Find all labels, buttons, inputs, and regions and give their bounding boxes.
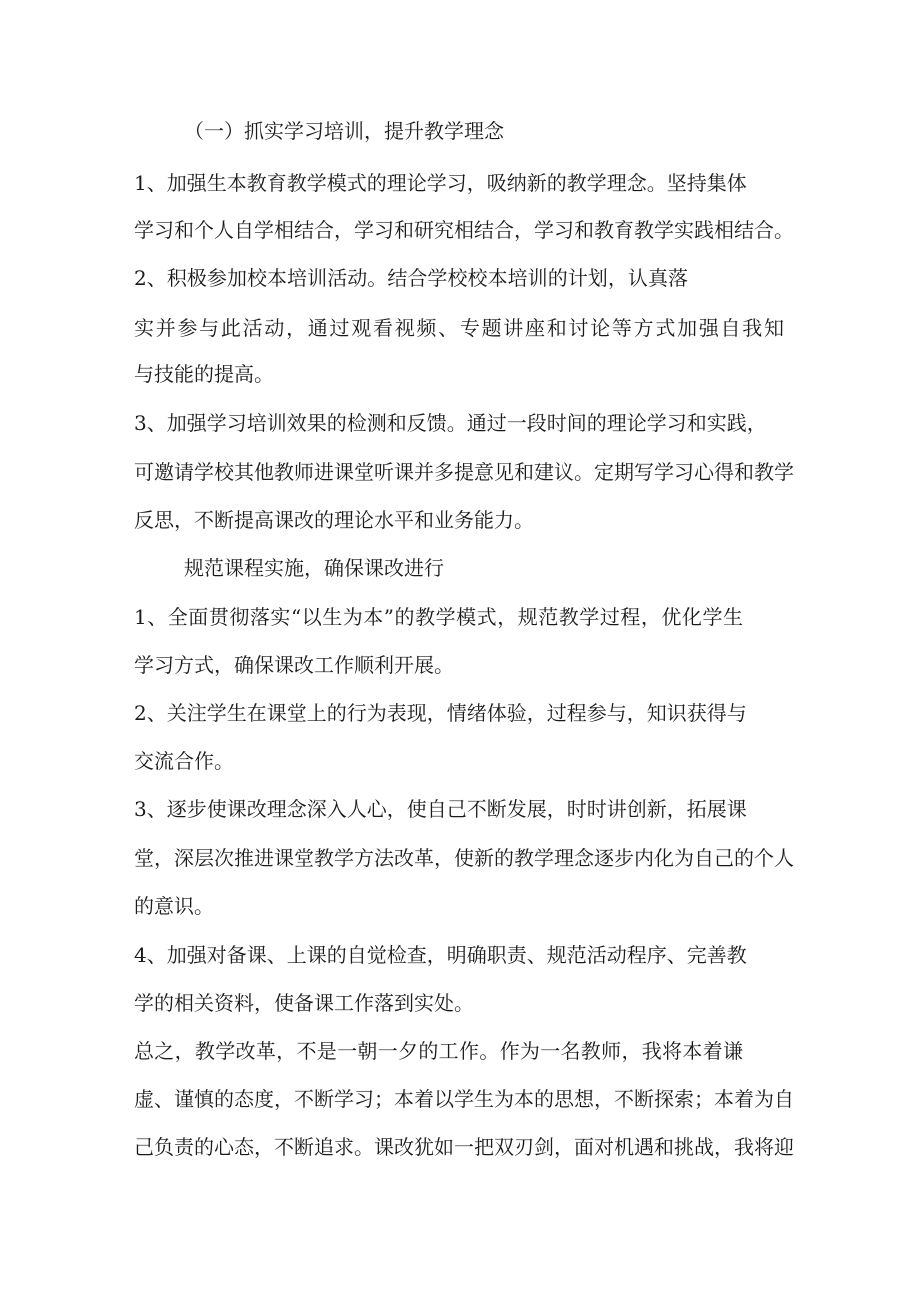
paragraph-line: 可邀请学校其他教师进课堂听课并多提意见和建议。定期写学习心得和教学 xyxy=(134,460,794,484)
paragraph-line: 2、关注学生在课堂上的行为表现，情绪体验，过程参与，知识获得与 xyxy=(134,701,747,725)
paragraph-line: 虚、谨慎的态度，不断学习；本着以学生为本的思想，不断探索；本着为自 xyxy=(134,1087,794,1111)
paragraph-line: 学习方式，确保课改工作顺利开展。 xyxy=(134,653,454,677)
paragraph-line: 总之，教学改革，不是一朝一夕的工作。作为一名教师，我将本着谦 xyxy=(134,1039,743,1063)
paragraph-line: 实并参与此活动，通过观看视频、专题讲座和讨论等方式加强自我知 xyxy=(134,316,784,340)
paragraph-line: 与技能的提高。 xyxy=(134,362,274,386)
section-heading: 规范课程实施，确保课改进行 xyxy=(184,556,444,580)
paragraph-line: 4、加强对备课、上课的自觉检查，明确职责、规范活动程序、完善教 xyxy=(134,943,747,967)
section-heading: （一）抓实学习培训，提升教学理念 xyxy=(184,119,504,143)
paragraph-line: 学的相关资料，使备课工作落到实处。 xyxy=(134,991,474,1015)
paragraph-line: 2、积极参加校本培训活动。结合学校校本培训的计划，认真落 xyxy=(134,266,688,290)
paragraph-line: 的意识。 xyxy=(134,894,214,918)
paragraph-line: 堂，深层次推进课堂教学方法改革，使新的教学理念逐步内化为自己的个人 xyxy=(134,846,794,870)
paragraph-line: 反思，不断提高课改的理论水平和业务能力。 xyxy=(134,508,534,532)
paragraph-line: 3、加强学习培训效果的检测和反馈。通过一段时间的理论学习和实践， xyxy=(134,411,767,435)
paragraph-line: 学习和个人自学相结合，学习和研究相结合，学习和教育教学实践相结合。 xyxy=(134,218,794,242)
paragraph-line: 交流合作。 xyxy=(134,749,234,773)
paragraph-line: 1、加强生本教育教学模式的理论学习，吸纳新的教学理念。坚持集体 xyxy=(134,171,747,195)
paragraph-line: 己负责的心态，不断追求。课改犹如一把双刃剑，面对机遇和挑战，我将迎 xyxy=(134,1135,794,1159)
paragraph-line: 1、全面贯彻落实“以生为本”的教学模式，规范教学过程，优化学生 xyxy=(134,605,743,629)
paragraph-line: 3、逐步使课改理念深入人心，使自己不断发展，时时讲创新，拓展课 xyxy=(134,797,747,821)
